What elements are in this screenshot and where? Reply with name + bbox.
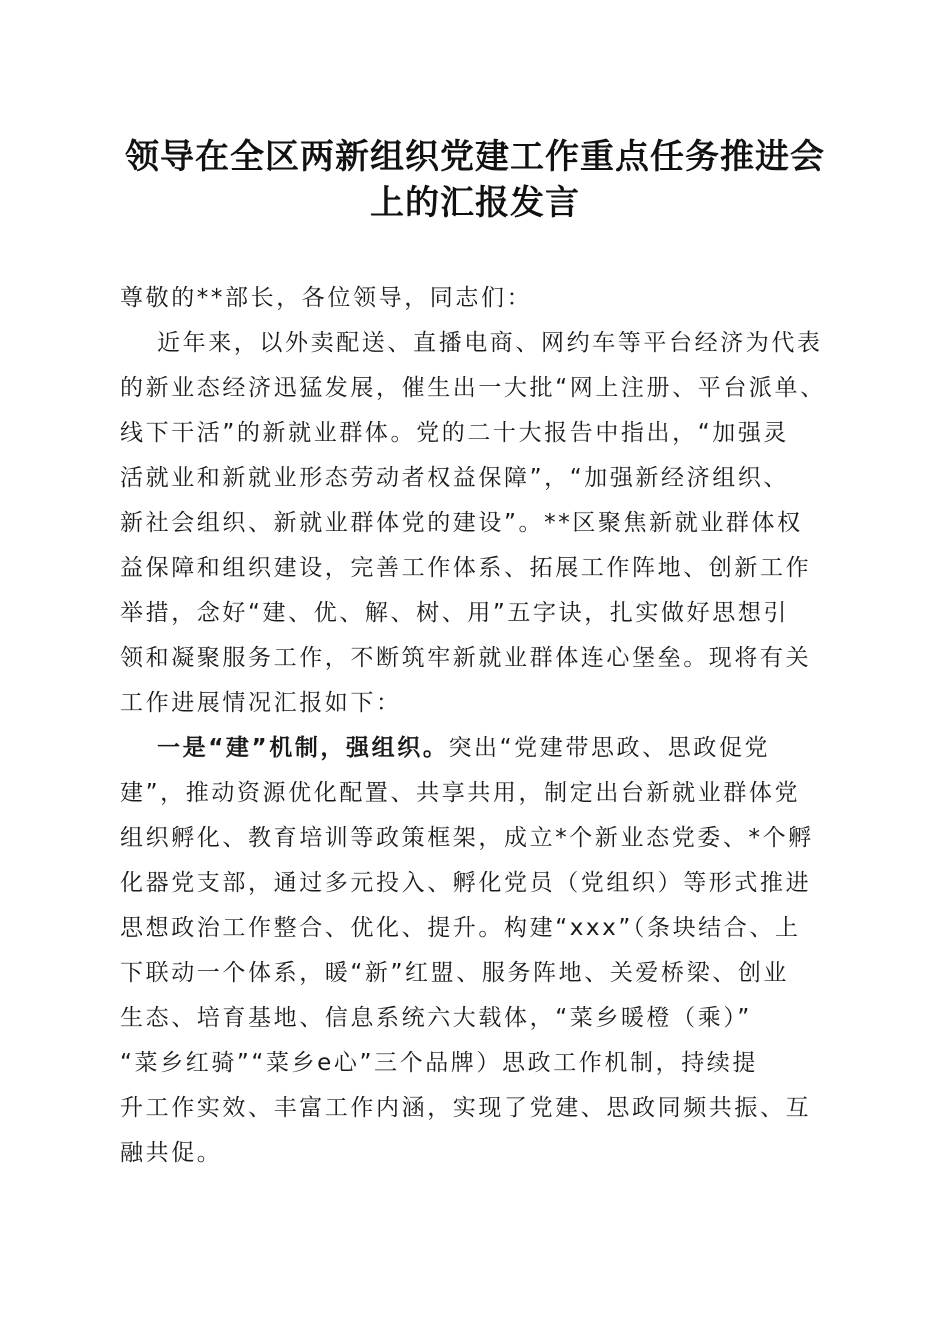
paragraph-intro — [120, 321, 835, 726]
salutation: 尊敬的**部长，各位领导，同志们： — [120, 285, 533, 311]
section-first-line-text: 突出“党建带思政、思政促党 — [448, 735, 771, 761]
paragraph-line: 线下干活”的新就业群体。党的二十大报告中指出，“加强灵 — [120, 420, 790, 446]
paragraph-line: 益保障和组织建设，完善工作体系、拓展工作阵地、创新工作 — [120, 555, 812, 581]
document-title — [100, 134, 850, 226]
paragraph-line: 活就业和新就业形态劳动者权益保障”，“加强新经济组织、 — [120, 465, 790, 491]
paragraph-line: 思想政治工作整合、优化、提升。构建“xxx”（条块结合、上 — [120, 915, 801, 941]
paragraph-line: 下联动一个体系，暖“新”红盟、服务阵地、关爱桥梁、创业 — [120, 960, 790, 986]
title-line-1: 领导在全区两新组织党建工作重点任务推进会 — [125, 137, 825, 177]
title-line-2: 上的汇报发言 — [370, 183, 580, 223]
paragraph-line — [120, 726, 835, 771]
paragraph-line: 化器党支部，通过多元投入、孵化党员（党组织）等形式推进 — [120, 870, 812, 896]
paragraph-line: 领和凝聚服务工作，不断筑牢新就业群体连心堡垒。现将有关 — [120, 645, 812, 671]
paragraph-section-one — [120, 726, 835, 1176]
paragraph-line: 的新业态经济迅猛发展，催生出一大批“网上注册、平台派单、 — [120, 375, 826, 401]
paragraph-line: 建”，推动资源优化配置、共享共用，制定出台新就业群体党 — [120, 780, 801, 806]
paragraph-line: 新社会组织、新就业群体党的建设”。**区聚焦新就业群体权 — [120, 510, 803, 536]
paragraph-line: “菜乡红骑”“菜乡e心”三个品牌）思政工作机制，持续提 — [120, 1050, 759, 1076]
paragraph-line: 升工作实效、丰富工作内涵，实现了党建、思政同频共振、互 — [120, 1095, 812, 1121]
paragraph-line: 生态、培育基地、信息系统六大载体，“菜乡暖橙（乘）” — [120, 1005, 752, 1031]
paragraph-line: 近年来，以外卖配送、直播电商、网约车等平台经济为代表 — [157, 330, 823, 356]
paragraph-line: 融共促。 — [120, 1140, 223, 1166]
document-body — [120, 276, 835, 1176]
section-heading: 一是“建”机制，强组织。 — [157, 735, 449, 761]
paragraph-line: 工作进展情况汇报如下： — [120, 690, 402, 716]
paragraph-line: 举措，念好“建、优、解、树、用”五字诀，扎实做好思想引 — [120, 600, 790, 626]
paragraph-line: 组织孵化、教育培训等政策框架，成立*个新业态党委、*个孵 — [120, 825, 814, 851]
